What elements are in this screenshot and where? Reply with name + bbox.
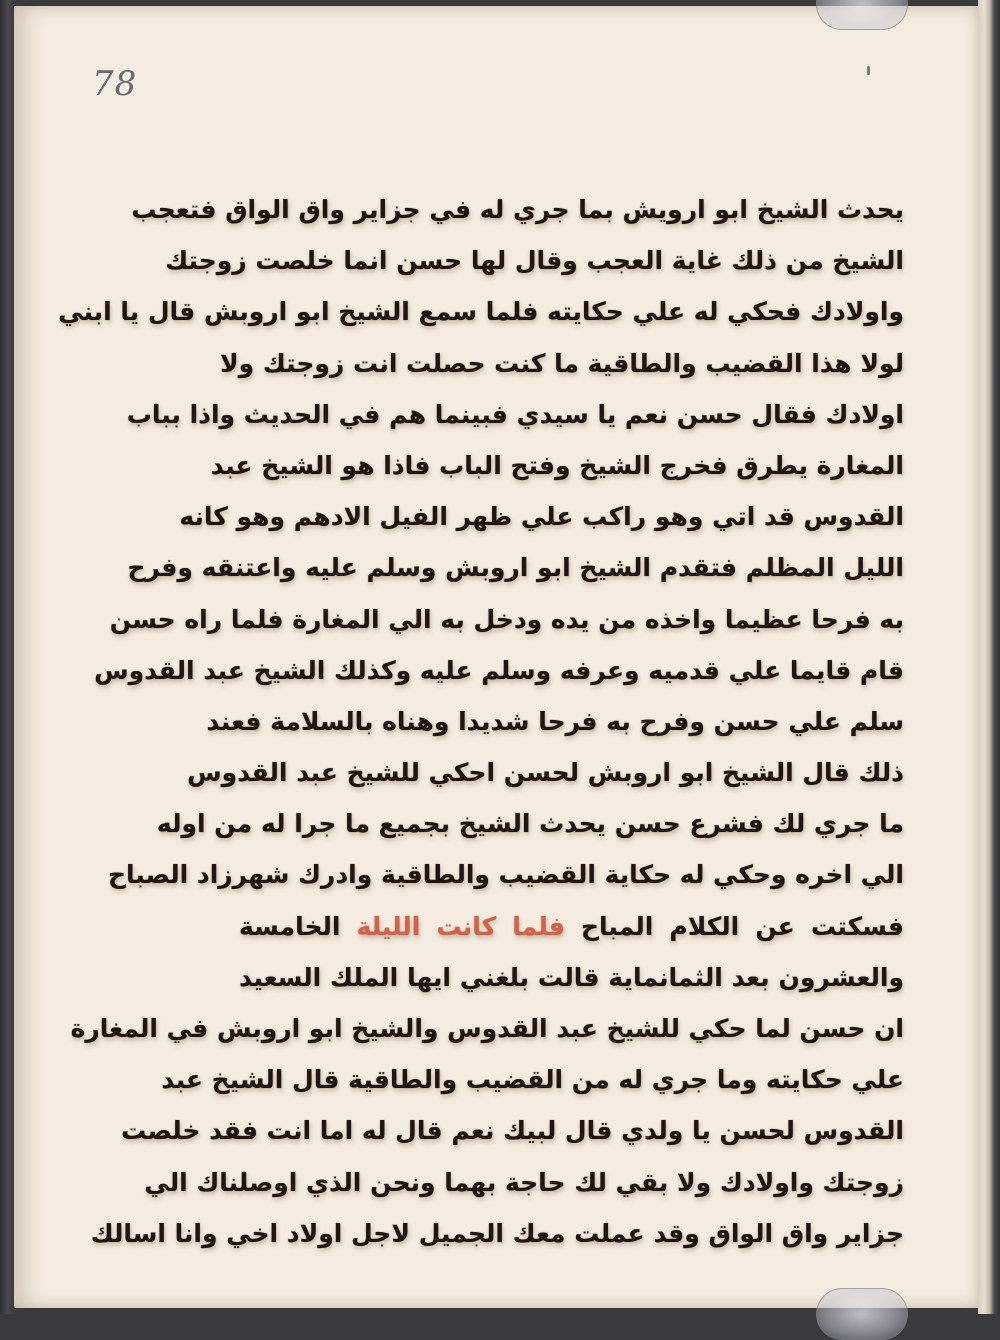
text-line: المغارة يطرق فخرج الشيخ وفتح الباب فاذا هو الشيخ عبد — [210, 450, 904, 480]
rubric-heading: فلما كانت الليلة — [356, 911, 565, 941]
text-segment: فسكتت عن الكلام المباح — [564, 911, 904, 941]
text-line: به فرحا عظيما واخذه من يده ودخل به الي المغارة فلما راه حسن — [109, 604, 904, 634]
text-line: ما جري لك فشرع حسن يحدث الشيخ بجميع ما جرا له من اوله — [156, 809, 904, 839]
text-line: علي حكايته وما جري له من القضيب والطاقية قال الشيخ عبد — [161, 1065, 904, 1095]
text-line: يحدث الشيخ ابو ارويش بما جري له في جزاير واق الواق فتعجب — [131, 195, 904, 224]
text-line: الشيخ من ذلك غاية العجب وقال لها حسن انما خلصت زوجتك — [165, 246, 904, 276]
text-line: ذلك قال الشيخ ابو اروبش لحسن احكي للشيخ عبد القدوس — [187, 758, 904, 788]
glass-weight-bottom — [816, 1288, 908, 1340]
text-segment: الخامسة — [239, 911, 357, 941]
text-line: القدوس قد اتي وهو راكب علي ظهر الفيل الادهم وهو كانه — [179, 502, 904, 532]
text-line: ان حسن لما حكي للشيخ عبد القدوس والشيخ ابو اروبش في المغارة — [70, 1014, 904, 1043]
manuscript-page — [14, 6, 980, 1308]
text-block — [58, 184, 904, 1259]
ink-speck — [867, 66, 870, 75]
text-line: الليل المظلم فتقدم الشيخ ابو اروبش وسلم عليه واعتنقه وفرح — [127, 553, 904, 583]
text-line: القدوس لحسن يا ولدي قال لبيك نعم قال له اما انت فقد خلصت — [121, 1116, 904, 1146]
text-line: لولا هذا القضيب والطاقية ما كنت حصلت انت زوجتك ولا — [220, 348, 904, 378]
text-line: اولادك فقال حسن نعم يا سيدي فبينما هم في الحديث واذا بباب — [126, 399, 904, 429]
page-edge — [978, 0, 1000, 1314]
text-line-with-rubric — [239, 901, 904, 952]
text-line: واولادك فحكي له علي حكايته فلما سمع الشيخ ابو اروبش قال يا ابني — [58, 297, 904, 327]
glass-weight-top — [816, 0, 908, 30]
text-line: سلم علي حسن وفرح به فرحا شديدا وهناه بالسلامة فعند — [206, 706, 904, 736]
text-line: والعشرون بعد الثمانماية قالت بلغني ايها الملك السعيد — [239, 962, 904, 992]
text-line: زوجتك واولادك ولا بقي لك حاجة بهما ونحن الذي اوصلناك الي — [144, 1167, 904, 1197]
folio-number: 78 — [92, 64, 138, 104]
text-line: جزاير واق الواق وقد عملت معك الجميل لاجل اولاد اخي وانا اسالك — [90, 1218, 904, 1248]
text-line: قام قايما علي قدميه وعرفه وسلم عليه وكذلك الشيخ عبد القدوس — [94, 655, 904, 685]
text-line: الي اخره وحكي له حكاية القضيب والطاقية وادرك شهرزاد الصباح — [107, 860, 904, 890]
